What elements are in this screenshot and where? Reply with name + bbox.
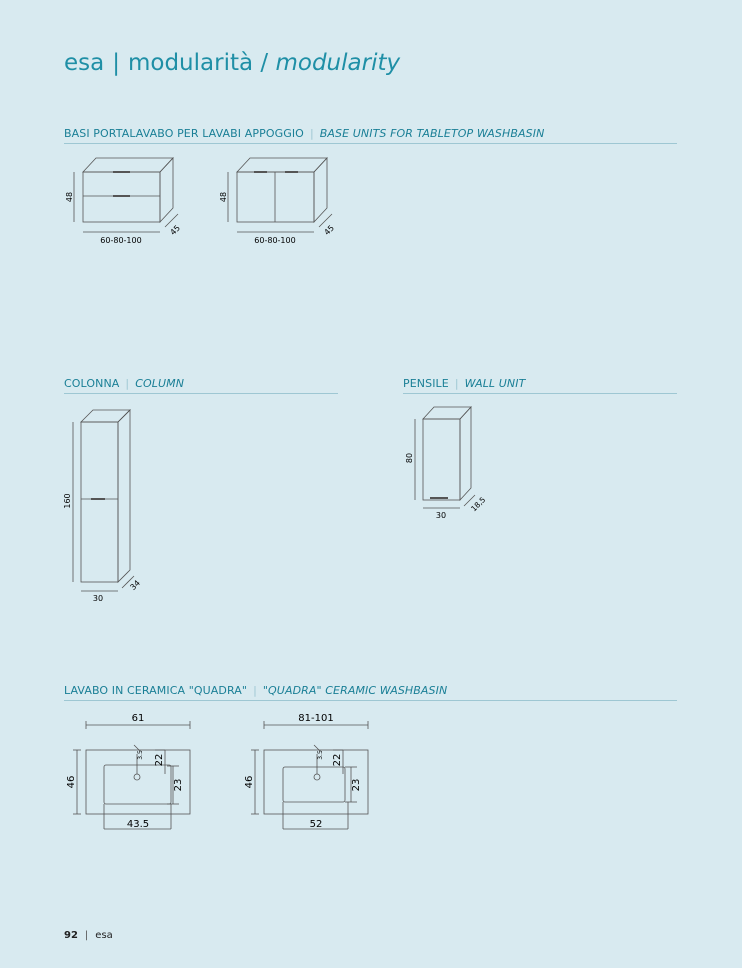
inner-height-dimension: 23	[173, 778, 184, 792]
width-label: 30	[435, 511, 447, 520]
top-dimension: 61	[131, 713, 145, 724]
depth-label: 34	[128, 578, 143, 593]
heading-divider: |	[125, 377, 130, 390]
page-footer	[64, 930, 113, 941]
title-slash: /	[260, 50, 269, 76]
top-dimension: 81-101	[298, 713, 334, 724]
section-heading-washbasin	[64, 684, 677, 701]
height-label: 160	[63, 493, 72, 509]
tap-hole-dimension: 3.5	[137, 750, 144, 760]
title-italian: modularità	[127, 50, 254, 76]
heading-divider: |	[309, 127, 314, 140]
heading-it: BASI PORTALAVABO PER LAVABI APPOGGIO	[64, 127, 304, 140]
page-number: 92	[64, 930, 78, 941]
base-unit-drawers-drawing	[60, 150, 200, 250]
heading-divider: |	[253, 684, 257, 697]
width-label: 60-80-100	[100, 236, 142, 245]
section-heading-base-units	[64, 127, 677, 144]
height-label: 80	[405, 452, 414, 464]
heading-en: WALL UNIT	[464, 377, 526, 390]
section-heading-column	[64, 377, 338, 394]
height-label: 48	[219, 191, 228, 203]
tap-dimension: 22	[332, 753, 343, 767]
heading-en: COLUMN	[135, 377, 185, 390]
side-dimension: 46	[66, 775, 77, 789]
footer-label: esa	[95, 930, 113, 941]
bottom-dimension: 43.5	[126, 819, 150, 830]
wall-unit-drawing	[400, 400, 500, 525]
depth-label: 18,5	[469, 495, 488, 514]
title-english: modularity	[275, 50, 401, 76]
washbasin-61-drawing	[60, 708, 195, 838]
column-drawing	[55, 402, 155, 607]
heading-it: PENSILE	[403, 377, 449, 390]
inner-height-dimension: 23	[351, 778, 362, 792]
width-label: 60-80-100	[254, 236, 296, 245]
title-separator: |	[112, 50, 120, 76]
height-label: 48	[65, 191, 74, 203]
heading-en: "QUADRA" CERAMIC WASHBASIN	[262, 684, 448, 697]
section-heading-wall-unit	[403, 377, 677, 394]
depth-label: 45	[322, 223, 337, 238]
tap-hole-dimension: 3.5	[317, 750, 324, 760]
side-dimension: 46	[244, 775, 255, 789]
base-unit-doors-drawing	[214, 150, 354, 250]
depth-label: 45	[168, 223, 183, 238]
width-label: 30	[92, 594, 104, 603]
footer-separator: |	[84, 930, 89, 941]
bottom-dimension: 52	[309, 819, 323, 830]
tap-dimension: 22	[154, 753, 165, 767]
washbasin-81-101-drawing	[238, 708, 373, 838]
heading-it: LAVABO IN CERAMICA "QUADRA"	[64, 684, 248, 697]
heading-divider: |	[454, 377, 459, 390]
brand-name: esa	[64, 50, 105, 76]
page-title	[64, 50, 400, 76]
heading-it: COLONNA	[64, 377, 120, 390]
heading-en: BASE UNITS FOR TABLETOP WASHBASIN	[319, 127, 545, 140]
